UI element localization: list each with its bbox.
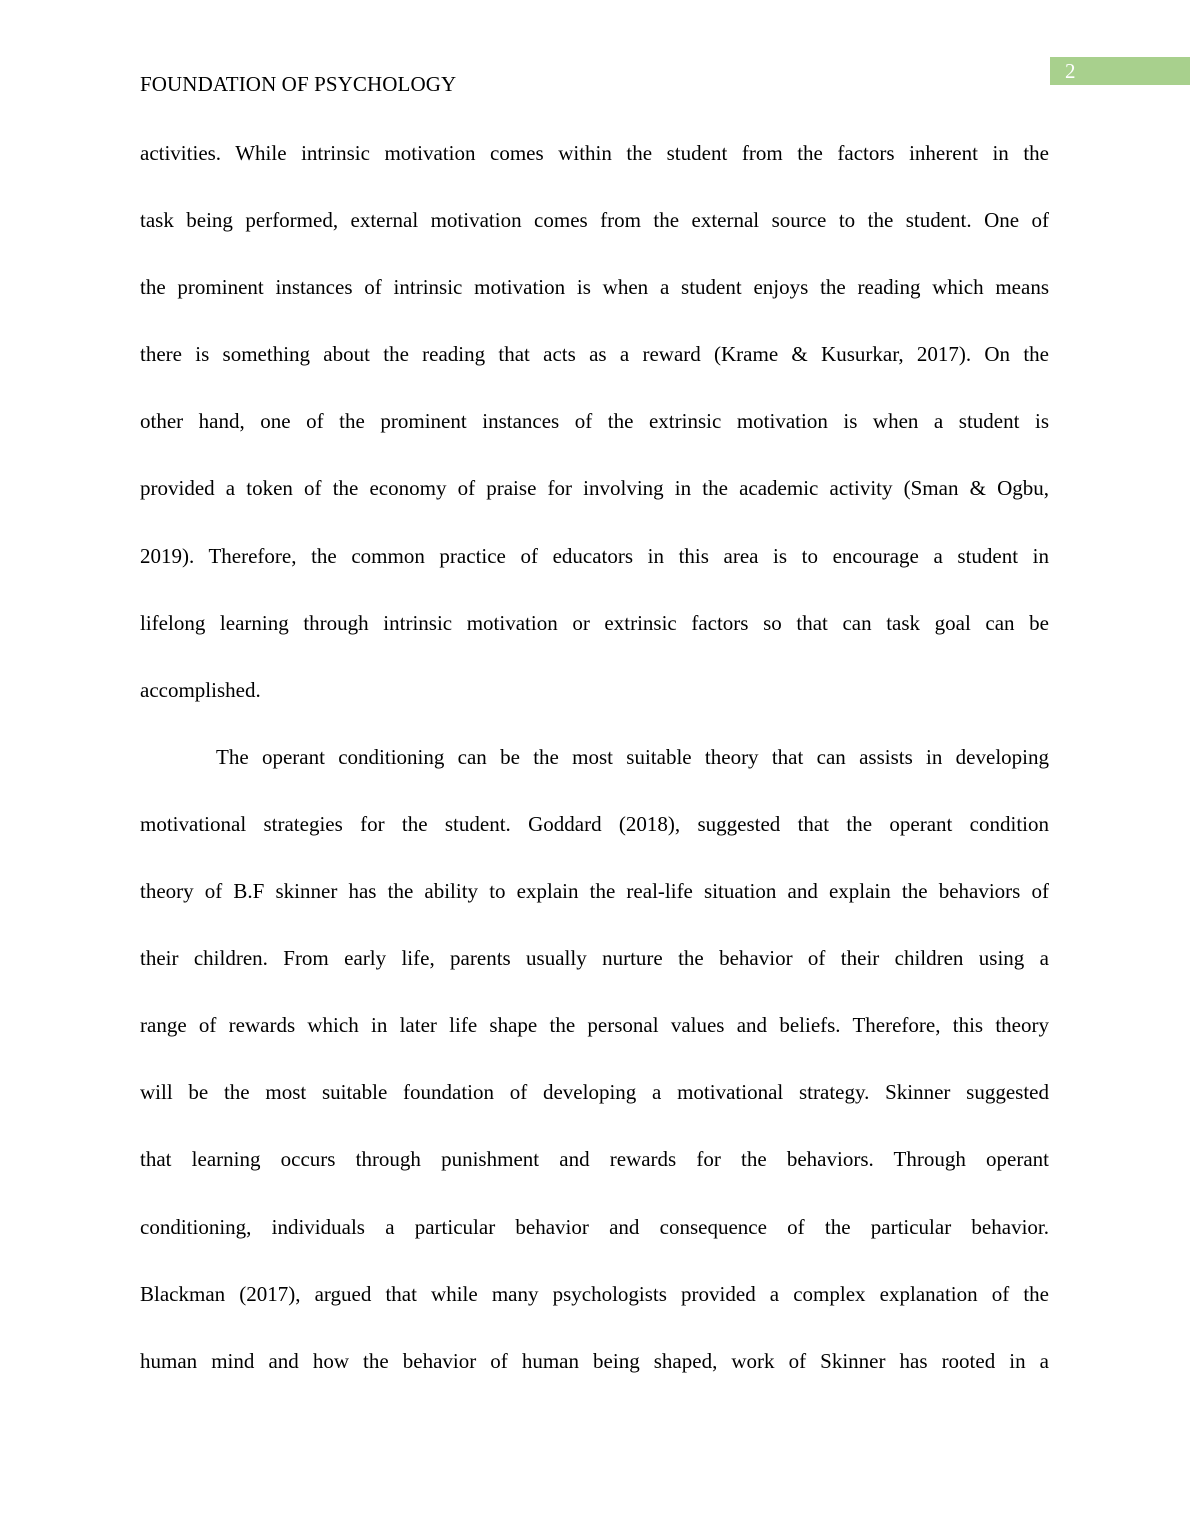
text-line: the prominent instances of intrinsic motivation is when a student enjoys the reading which means — [140, 275, 1049, 300]
text-line: their children. From early life, parents usually nurture the behavior of their children using a — [140, 946, 1049, 971]
text-line: theory of B.F skinner has the ability to explain the real-life situation and explain the behaviors of — [140, 879, 1049, 904]
text-line: human mind and how the behavior of human being shaped, work of Skinner has rooted in a — [140, 1348, 1049, 1373]
text-line: that learning occurs through punishment and rewards for the behaviors. Through operant — [140, 1147, 1049, 1172]
text-line: there is something about the reading that acts as a reward (Krame & Kusurkar, 2017). On the — [140, 342, 1049, 367]
text-line: Blackman (2017), argued that while many psychologists provided a complex explanation of the — [140, 1281, 1049, 1306]
text-line: lifelong learning through intrinsic motivation or extrinsic factors so that can task goal can be — [140, 610, 1049, 635]
text-line: will be the most suitable foundation of developing a motivational strategy. Skinner suggested — [140, 1080, 1049, 1105]
text-line: conditioning, individuals a particular behavior and consequence of the particular behavior. — [140, 1214, 1049, 1239]
page-number-bar — [1050, 57, 1190, 85]
text-line: other hand, one of the prominent instances of the extrinsic motivation is when a student is — [140, 409, 1049, 434]
text-line: accomplished. — [140, 677, 261, 702]
text-line: task being performed, external motivation comes from the external source to the student. One of — [140, 208, 1049, 233]
text-line: motivational strategies for the student. Goddard (2018), suggested that the operant condition — [140, 811, 1049, 836]
paragraph-first-line: The operant conditioning can be the most suitable theory that can assists in developing — [216, 744, 1049, 769]
page-number: 2 — [1065, 59, 1076, 83]
document-body — [140, 120, 1049, 1395]
running-head: FOUNDATION OF PSYCHOLOGY — [140, 72, 457, 96]
text-line: provided a token of the economy of praise for involving in the academic activity (Sman & Ogbu, — [140, 476, 1049, 501]
text-line: range of rewards which in later life shape the personal values and beliefs. Therefore, this theory — [140, 1013, 1049, 1038]
text-line: activities. While intrinsic motivation comes within the student from the factors inherent in the — [140, 141, 1049, 165]
text-line: 2019). Therefore, the common practice of educators in this area is to encourage a student in — [140, 543, 1049, 568]
